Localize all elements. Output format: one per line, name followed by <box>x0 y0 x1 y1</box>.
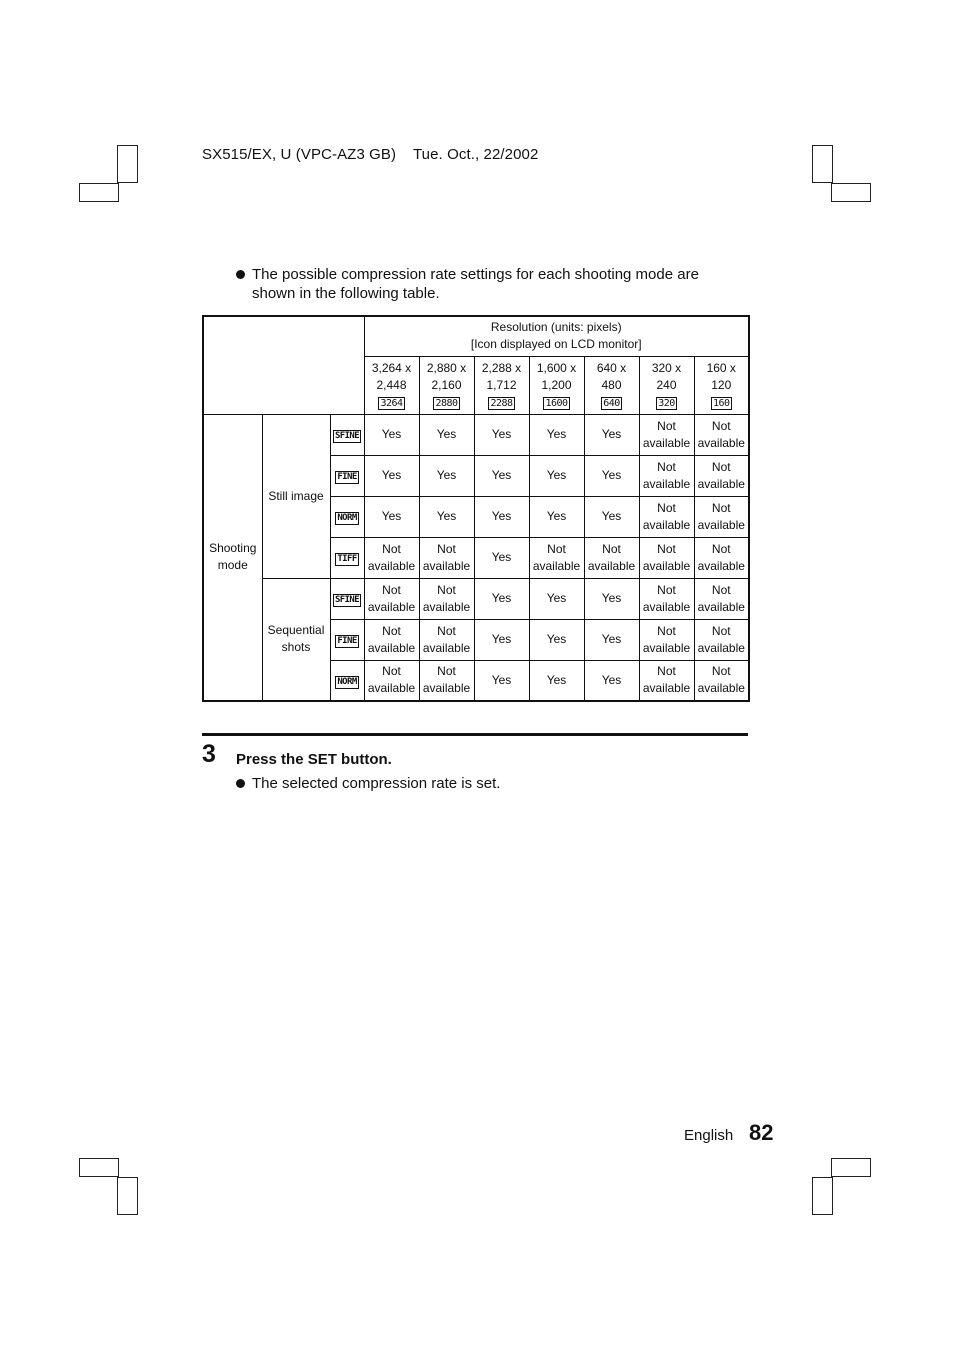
availability-yes: Yes <box>584 414 639 455</box>
available-word: available <box>642 558 691 573</box>
resolution-width: 1,600 x <box>536 360 577 375</box>
step-bullet-text: The selected compression rate is set. <box>252 775 501 792</box>
availability-not-available <box>419 537 474 578</box>
resolution-height: 2,160 <box>431 377 462 392</box>
available-word: available <box>642 599 691 614</box>
step-bullet <box>236 774 746 793</box>
bullet-dot <box>236 270 245 279</box>
availability-not-available <box>639 537 694 578</box>
resolution-cell <box>529 356 584 414</box>
resolution-height: 1,712 <box>486 377 517 392</box>
section-rule <box>202 733 748 736</box>
corner-cell <box>203 316 364 414</box>
quality-icon-cell <box>330 414 364 455</box>
step-number: 3 <box>202 740 216 768</box>
availability-yes: Yes <box>474 455 529 496</box>
not-word: Not <box>657 623 676 638</box>
model-text: SX515/EX, U (VPC-AZ3 GB) <box>202 146 397 163</box>
resolution-icon: 640 <box>603 397 620 409</box>
crop-mark <box>812 145 833 183</box>
resolution-header-line1: Resolution (units: pixels) <box>490 320 622 335</box>
availability-not-available <box>694 619 749 660</box>
availability-not-available <box>694 660 749 701</box>
availability-yes: Yes <box>529 496 584 537</box>
available-word: available <box>532 558 581 573</box>
not-word: Not <box>437 623 456 638</box>
not-word: Not <box>382 623 401 638</box>
available-word: available <box>642 435 691 450</box>
not-word: Not <box>382 541 401 556</box>
not-word: Not <box>711 664 731 679</box>
resolution-width: 3,264 x <box>371 360 412 375</box>
not-word: Not <box>657 500 676 515</box>
resolution-cell <box>364 356 419 414</box>
crop-mark <box>831 1158 871 1177</box>
resolution-width: 640 x <box>596 360 627 375</box>
step-title: Press the SET button. <box>236 751 392 768</box>
quality-icon: SFINE <box>334 431 360 441</box>
availability-yes: Yes <box>364 414 419 455</box>
quality-icon: NORM <box>337 676 357 687</box>
quality-icon: NORM <box>337 513 357 523</box>
not-word: Not <box>382 582 401 597</box>
intro-bullet-text: The possible compression rate settings for each shooting mode are shown in the following table. <box>252 266 699 302</box>
availability-not-available <box>364 537 419 578</box>
availability-yes: Yes <box>364 455 419 496</box>
available-word: available <box>422 599 471 614</box>
availability-yes: Yes <box>419 455 474 496</box>
resolution-height: 120 <box>711 377 732 392</box>
availability-yes: Yes <box>529 414 584 455</box>
sequential-label-line1: Sequential <box>267 623 325 638</box>
crop-mark <box>79 183 119 202</box>
not-word: Not <box>657 418 676 433</box>
available-word: available <box>697 599 745 614</box>
resolution-cell <box>694 356 749 414</box>
date-text: Tue. Oct., 22/2002 <box>412 146 539 163</box>
available-word: available <box>642 640 691 655</box>
not-word: Not <box>711 541 731 556</box>
not-word: Not <box>657 664 676 679</box>
not-word: Not <box>711 623 731 638</box>
available-word: available <box>422 681 471 696</box>
resolution-width: 320 x <box>651 360 682 375</box>
not-word: Not <box>711 500 731 515</box>
shooting-mode-label-line1: Shooting <box>209 541 257 556</box>
availability-yes: Yes <box>584 496 639 537</box>
available-word: available <box>422 558 471 573</box>
available-word: available <box>367 681 416 696</box>
available-word: available <box>642 476 691 491</box>
availability-yes: Yes <box>584 578 639 619</box>
available-word: available <box>642 681 691 696</box>
availability-not-available <box>694 496 749 537</box>
availability-yes: Yes <box>474 578 529 619</box>
availability-yes: Yes <box>474 660 529 701</box>
available-word: available <box>367 599 416 614</box>
availability-yes: Yes <box>474 537 529 578</box>
resolution-icon: 1600 <box>545 397 568 409</box>
resolution-width: 160 x <box>706 360 736 375</box>
availability-not-available <box>364 660 419 701</box>
page-number: 82 <box>749 1120 774 1145</box>
availability-not-available <box>639 455 694 496</box>
availability-not-available <box>694 414 749 455</box>
crop-mark <box>79 1158 119 1177</box>
resolution-height: 240 <box>656 377 677 392</box>
availability-not-available <box>364 578 419 619</box>
footer-language: English <box>684 1127 734 1144</box>
resolution-cell <box>584 356 639 414</box>
intro-bullet <box>236 265 746 303</box>
availability-not-available <box>419 619 474 660</box>
not-word: Not <box>711 582 731 597</box>
resolution-icon: 3264 <box>380 397 403 409</box>
availability-yes: Yes <box>474 414 529 455</box>
resolution-height: 2,448 <box>376 377 407 392</box>
available-word: available <box>642 517 691 532</box>
shooting-mode-label-line2: mode <box>217 558 248 573</box>
available-word: available <box>697 640 745 655</box>
resolution-header-line2: [Icon displayed on LCD monitor] <box>470 337 642 352</box>
sequential-label-line2: shots <box>281 640 311 655</box>
resolution-width: 2,288 x <box>481 360 522 375</box>
resolution-icon: 320 <box>658 397 675 409</box>
still-image-label: Still image <box>262 414 330 578</box>
resolution-icon: 2880 <box>435 397 458 409</box>
bullet-dot <box>236 779 245 788</box>
not-word: Not <box>657 459 676 474</box>
available-word: available <box>367 640 416 655</box>
document-header <box>202 146 538 163</box>
resolution-header <box>364 316 749 356</box>
table-row <box>203 414 749 455</box>
availability-not-available <box>419 660 474 701</box>
not-word: Not <box>657 541 676 556</box>
availability-yes: Yes <box>364 496 419 537</box>
shooting-mode-label <box>203 414 262 701</box>
availability-yes: Yes <box>474 619 529 660</box>
not-word: Not <box>437 541 456 556</box>
availability-yes: Yes <box>584 619 639 660</box>
not-word: Not <box>602 541 621 556</box>
availability-yes: Yes <box>529 455 584 496</box>
not-word: Not <box>711 418 731 433</box>
resolution-height: 480 <box>601 377 622 392</box>
availability-not-available <box>694 578 749 619</box>
available-word: available <box>697 681 745 696</box>
quality-icon-cell <box>330 578 364 619</box>
availability-not-available <box>639 414 694 455</box>
available-word: available <box>422 640 471 655</box>
resolution-cell <box>639 356 694 414</box>
quality-icon-cell <box>330 455 364 496</box>
quality-icon-cell <box>330 496 364 537</box>
availability-not-available <box>694 455 749 496</box>
availability-not-available <box>639 660 694 701</box>
resolution-width: 2,880 x <box>426 360 467 375</box>
table-row <box>203 578 749 619</box>
availability-yes: Yes <box>529 619 584 660</box>
crop-mark <box>831 183 871 202</box>
availability-not-available <box>639 496 694 537</box>
crop-mark <box>117 1177 138 1215</box>
quality-icon-cell <box>330 619 364 660</box>
quality-icon: FINE <box>337 472 357 482</box>
not-word: Not <box>382 664 401 679</box>
not-word: Not <box>437 582 456 597</box>
availability-yes: Yes <box>529 660 584 701</box>
availability-yes: Yes <box>584 660 639 701</box>
availability-not-available <box>639 619 694 660</box>
not-word: Not <box>657 582 676 597</box>
not-word: Not <box>437 664 456 679</box>
resolution-icon: 2288 <box>490 397 513 409</box>
availability-yes: Yes <box>474 496 529 537</box>
resolution-cell <box>474 356 529 414</box>
available-word: available <box>697 435 745 450</box>
availability-yes: Yes <box>584 455 639 496</box>
not-word: Not <box>547 541 566 556</box>
quality-icon: SFINE <box>334 595 360 605</box>
availability-not-available <box>639 578 694 619</box>
availability-not-available <box>419 578 474 619</box>
available-word: available <box>697 517 745 532</box>
available-word: available <box>367 558 416 573</box>
availability-yes: Yes <box>419 496 474 537</box>
crop-mark <box>812 1177 833 1215</box>
availability-yes: Yes <box>529 578 584 619</box>
resolution-cell <box>419 356 474 414</box>
quality-icon-cell <box>330 537 364 578</box>
availability-not-available <box>694 537 749 578</box>
quality-icon: FINE <box>337 636 357 646</box>
quality-icon-cell <box>330 660 364 701</box>
sequential-shots-label <box>262 578 330 701</box>
availability-not-available <box>529 537 584 578</box>
availability-not-available <box>584 537 639 578</box>
not-word: Not <box>711 459 731 474</box>
available-word: available <box>697 476 745 491</box>
compression-table <box>202 315 750 702</box>
availability-not-available <box>364 619 419 660</box>
availability-yes: Yes <box>419 414 474 455</box>
available-word: available <box>587 558 636 573</box>
resolution-height: 1,200 <box>541 377 572 392</box>
available-word: available <box>697 558 745 573</box>
crop-mark <box>117 145 138 183</box>
quality-icon: TIFF <box>337 554 357 564</box>
resolution-icon: 160 <box>712 397 730 409</box>
